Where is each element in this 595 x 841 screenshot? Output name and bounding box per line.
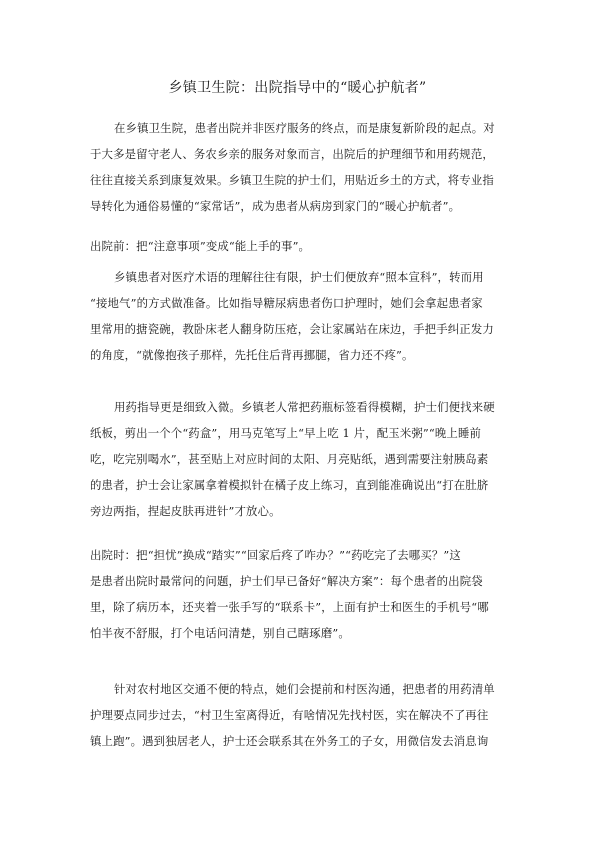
paragraph-line: 的角度，“就像抱孩子那样，先托住后背再挪腿，省力还不疼”。 — [90, 348, 414, 362]
paragraph-line: 的患者，护士会让家属拿着模拟针在橘子皮上练习，直到能准确说出“打在肚脐 — [90, 478, 489, 492]
paragraph-at-discharge — [90, 545, 510, 645]
paragraph-line: 怕半夜不舒服，打个电话问清楚，别自己瞎琢磨”。 — [90, 626, 350, 640]
paragraph-line: 于大多是留守老人、务农乡亲的服务对象而言，出院后的护理细节和用药规范， — [90, 147, 494, 161]
paragraph-line: 出院时：把“担忧”换成“踏实”“回家后疼了咋办？”“药吃完了去哪买？”这 — [90, 548, 461, 562]
paragraph-medication — [90, 397, 510, 527]
paragraph-line: 吃，吃完别喝水”，甚至贴上对应时间的太阳、月亮贴纸，遇到需要注射胰岛素 — [90, 452, 489, 466]
paragraph-line: 针对农村地区交通不便的特点，她们会提前和村医沟通，把患者的用药清单 — [114, 682, 495, 696]
paragraph-line: 旁边两指，捏起皮肤再进针”才放心。 — [90, 504, 281, 518]
paragraph-line: 护理要点同步过去，“村卫生室离得近，有啥情况先找村医，实在解决不了再往 — [90, 708, 489, 722]
paragraph-line: 导转化为通俗易懂的“家常话”，成为患者从病房到家门的“暖心护航者”。 — [90, 199, 461, 213]
paragraph-line: 乡镇患者对医疗术语的理解往往有限，护士们便放弃“照本宣科”，转而用 — [114, 270, 484, 284]
paragraph-line: 镇上跑”。遇到独居老人，护士还会联系其在外务工的子女，用微信发去消息询 — [90, 734, 489, 748]
paragraph-intro — [90, 118, 510, 213]
paragraph-line: 在乡镇卫生院，患者出院并非医疗服务的终点，而是康复新阶段的起点。对 — [114, 121, 495, 135]
paragraph-terminology — [90, 267, 510, 367]
paragraph-line: “接地气”的方式做准备。比如指导糖尿病患者伤口护理时，她们会拿起患者家 — [90, 296, 483, 310]
paragraph-line: 用药指导更是细致入微。乡镇老人常把药瓶标签看得模糊，护士们便找来硬 — [114, 400, 495, 414]
document-title: 乡镇卫生院：出院指导中的“暖心护航者” — [168, 80, 427, 96]
paragraph-line: 里常用的搪瓷碗，教卧床老人翻身防压疮，会让家属站在床边，手把手纠正发力 — [90, 322, 494, 336]
paragraph-line: 是患者出院时最常问的问题，护士们早已备好“解决方案”：每个患者的出院袋 — [90, 574, 483, 588]
paragraph-rural-followup — [90, 679, 510, 759]
section-heading-before-discharge — [90, 236, 510, 256]
paragraph-line: 里，除了病历本，还夹着一张手写的“联系卡”，上面有护士和医生的手机号“哪 — [90, 600, 489, 614]
section-heading: 出院前：把“注意事项”变成“能上手的事”。 — [90, 239, 311, 253]
paragraph-line: 往往直接关系到康复效果。乡镇卫生院的护士们，用贴近乡土的方式，将专业指 — [90, 173, 494, 187]
paragraph-line: 纸板，剪出一个个“药盒”，用马克笔写上“早上吃 1 片，配玉米粥”“晚上睡前 — [90, 426, 482, 440]
